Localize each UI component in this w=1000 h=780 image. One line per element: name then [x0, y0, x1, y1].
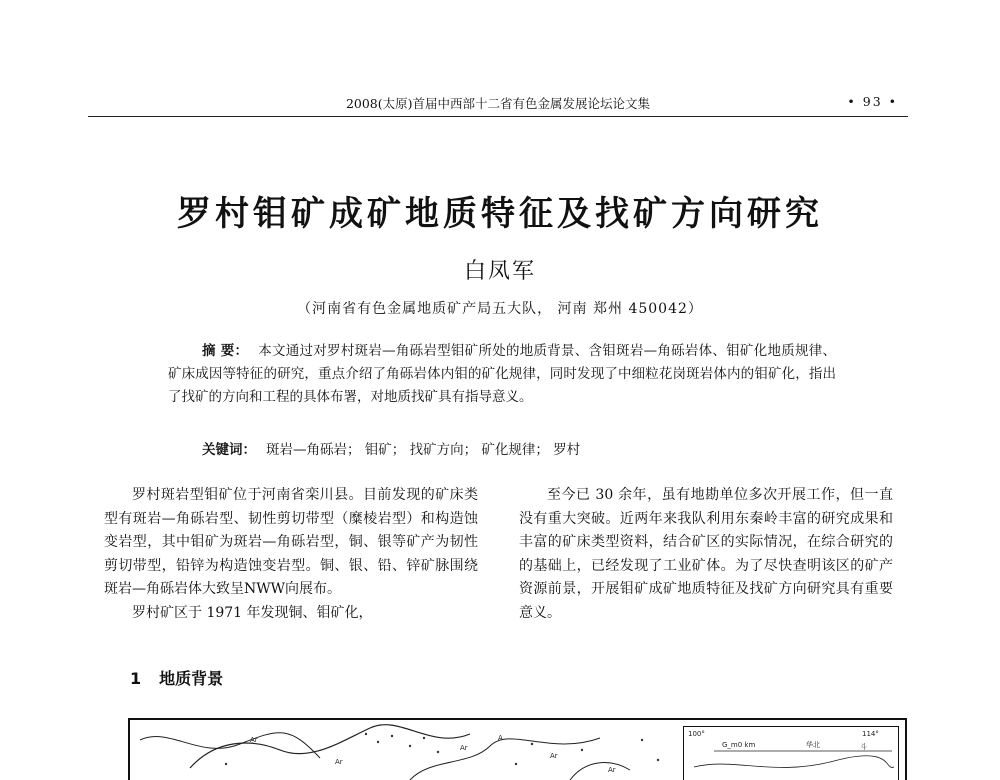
abstract-text: 本文通过对罗村斑岩—角砾岩型钼矿所处的地质背景、含钼斑岩—角砾岩体、钼矿化地质规律、矿床成因等特征的研究，重点介绍了角砾岩体内钼的矿化规律，同时发现了中细粒花岗斑岩体内的钼矿化，指出了找矿的方向和工程的具体布署，对地质找矿具有指导意义。 [168, 343, 836, 405]
map-symbols [250, 734, 616, 774]
body-paragraph: 至今已 30 余年，虽有地勘单位多次开展工作，但一直没有重大突破。近两年来我队利用东秦岭丰富的研究成果和丰富的矿床类型资料，结合矿区的实际情况，在综合研究的的基础上，已经发现了工业矿体。为了尽快查明该区的矿产资源前景，开展钼矿成矿地质特征及找矿方向研究具有重要意义。 [519, 487, 893, 621]
geologic-map-figure [128, 718, 907, 780]
inset-label: 斗 [860, 743, 867, 751]
inset-label: 114° [862, 730, 879, 738]
body-paragraph: 罗村斑岩型钼矿位于河南省栾川县。目前发现的矿床类型有斑岩—角砾岩型、韧性剪切带型（糜棱岩型）和构造蚀变岩型，其中钼矿为斑岩—角砾岩型，铜、银等矿产为韧性剪切带型，铅锌为构造蚀变岩型。铜、银、铅、锌矿脉围绕斑岩—角砾岩体大致呈NWW向展布。 [104, 487, 478, 597]
map-contour [410, 738, 600, 780]
keywords-label: 关键词： [202, 442, 256, 458]
section-title: 地质背景 [159, 669, 224, 688]
abstract-label: 摘 要： [202, 343, 249, 359]
map-label: Ar [335, 758, 343, 766]
section-number: 1 [130, 669, 142, 688]
inset-label: G_m0 km [722, 741, 756, 749]
body-column-left [104, 484, 478, 625]
geologic-map [130, 720, 675, 780]
keywords-text: 斑岩—角砾岩； 钼矿； 找矿方向； 矿化规律； 罗村 [266, 442, 581, 458]
abstract [168, 340, 836, 409]
author-name: 白凤军 [463, 259, 536, 284]
page-number: • 93 • [847, 94, 898, 109]
inset-label: 100° [688, 730, 705, 738]
inset-label: 华北 [806, 741, 820, 749]
location-inset-map [683, 726, 899, 780]
paper-title: 罗村钼矿成矿地质特征及找矿方向研究 [177, 194, 823, 234]
map-contour [140, 733, 320, 758]
author-affiliation: （河南省有色金属地质矿产局五大队， 河南 郑州 450042） [297, 301, 703, 317]
body-column-right [519, 484, 893, 625]
section-heading [130, 666, 223, 689]
map-contour [570, 763, 630, 780]
map-label: A [498, 734, 503, 742]
map-label: Ar [608, 766, 616, 774]
running-title: 2008(太原)首届中西部十二省有色金属发展论坛论文集 [345, 96, 651, 111]
map-label: Ar [250, 736, 258, 744]
body-paragraph: 罗村矿区于 1971 年发现铜、钼矿化， [132, 604, 373, 621]
keywords [202, 438, 842, 458]
map-label: Ar [460, 744, 468, 752]
map-label: Ar [550, 752, 558, 760]
running-header [88, 92, 908, 117]
